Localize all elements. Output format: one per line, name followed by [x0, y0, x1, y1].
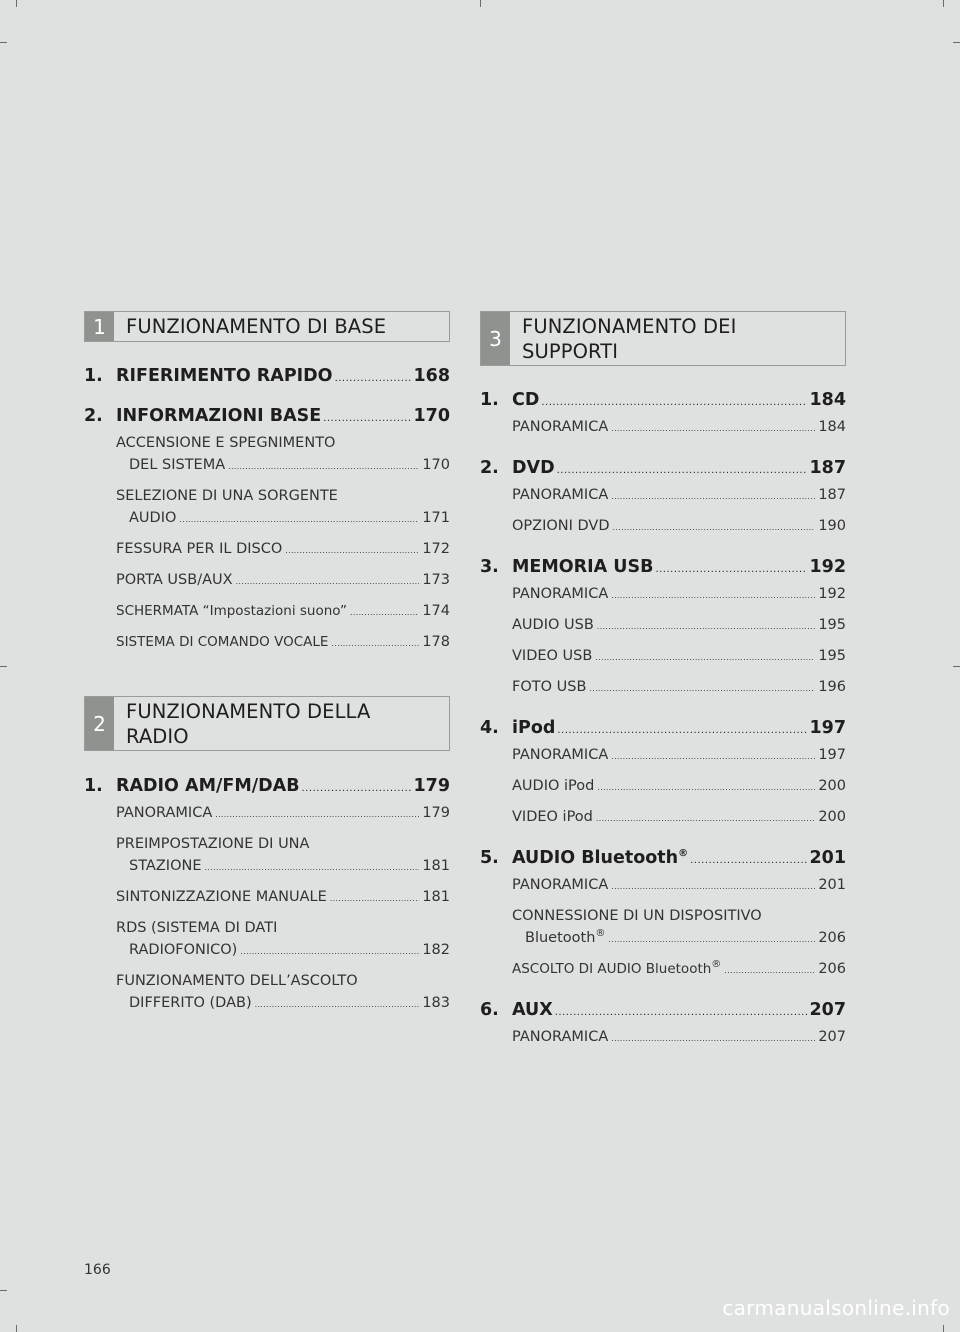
- entry-page: 192: [809, 557, 846, 577]
- subentry-page: 207: [818, 1029, 846, 1045]
- section-number: 1: [85, 312, 114, 341]
- crop-mark: [0, 42, 7, 43]
- section-title: [114, 697, 382, 750]
- sub-list: [512, 484, 846, 539]
- leader-dots: [611, 418, 815, 440]
- leader-dots: [597, 616, 816, 638]
- subentry-label-line1: FUNZIONAMENTO DELL’ASCOLTO: [116, 973, 358, 989]
- sub-list: [512, 583, 846, 700]
- subentry-page: 206: [818, 930, 846, 946]
- section-number: 3: [481, 312, 510, 365]
- leader-dots: [557, 465, 808, 476]
- entry-number: 2.: [84, 406, 103, 426]
- subentry-page: 196: [818, 679, 846, 695]
- leader-dots: [228, 456, 419, 478]
- leader-dots: [611, 585, 815, 607]
- subentry-label: PORTA USB/AUX: [116, 572, 233, 588]
- subentry-page: 171: [422, 510, 450, 526]
- subentry-label-line1: RDS (SISTEMA DI DATI: [116, 920, 278, 936]
- crop-mark: [953, 42, 960, 43]
- subentry-label: Bluetooth: [525, 930, 596, 946]
- subentry-label: VIDEO USB: [512, 648, 593, 664]
- entry-number: 4.: [480, 718, 499, 738]
- subentry-label: PANORAMICA: [116, 805, 213, 821]
- entry-label: iPod: [512, 718, 556, 738]
- subentry-label: FESSURA PER IL DISCO: [116, 541, 283, 557]
- subentry-label: DIFFERITO (DAB): [129, 995, 252, 1011]
- entry-page: 184: [809, 390, 846, 410]
- toc-entry[interactable]: [84, 366, 450, 386]
- entry-page: 187: [809, 458, 846, 478]
- subentry-page: 184: [818, 419, 846, 435]
- subentry-label: VIDEO iPod: [512, 809, 593, 825]
- leader-dots: [240, 941, 419, 963]
- toc-subentry[interactable]: [116, 538, 450, 562]
- leader-dots: [611, 486, 815, 508]
- toc-entry[interactable]: [480, 718, 846, 738]
- leader-dots: [595, 647, 815, 669]
- crop-mark: [0, 1290, 7, 1291]
- section-number: 2: [85, 697, 114, 750]
- subentry-page: 197: [818, 747, 846, 763]
- leader-dots: [597, 777, 815, 799]
- entry-label: MEMORIA USB: [512, 557, 654, 577]
- subentry-label: PANORAMICA: [512, 419, 609, 435]
- entry-number: 5.: [480, 848, 499, 868]
- toc-subentry[interactable]: [116, 432, 450, 478]
- toc-subentry[interactable]: [512, 583, 846, 607]
- leader-dots: [331, 633, 419, 655]
- sub-list: [512, 874, 846, 982]
- toc-subentry[interactable]: [512, 1026, 846, 1050]
- leader-dots: [608, 929, 815, 951]
- toc-entry[interactable]: [84, 406, 450, 426]
- toc-subentry[interactable]: [512, 416, 846, 440]
- registered-mark: ®: [595, 928, 606, 940]
- leader-dots: [655, 564, 807, 575]
- leader-dots: [285, 540, 419, 562]
- entry-label: AUDIO Bluetooth: [512, 848, 679, 868]
- toc-subentry[interactable]: [116, 802, 450, 826]
- subentry-page: 200: [818, 809, 846, 825]
- toc-subentry[interactable]: [512, 958, 846, 982]
- toc-subentry[interactable]: [116, 886, 450, 910]
- toc-subentry[interactable]: [116, 600, 450, 624]
- subentry-page: 173: [422, 572, 450, 588]
- subentry-page: 195: [818, 648, 846, 664]
- entry-page: 201: [809, 848, 846, 868]
- subentry-page: 170: [422, 457, 450, 473]
- subentry-label: PANORAMICA: [512, 586, 609, 602]
- sub-list: [116, 802, 450, 1016]
- subentry-page: 182: [422, 942, 450, 958]
- subentry-label: RADIOFONICO): [129, 942, 238, 958]
- subentry-label: ASCOLTO DI AUDIO Bluetooth: [512, 961, 712, 977]
- section-header-2: [84, 696, 450, 751]
- toc-subentry[interactable]: [512, 806, 846, 830]
- subentry-label-line1: CONNESSIONE DI UN DISPOSITIVO: [512, 908, 762, 924]
- entry-page: 197: [809, 718, 846, 738]
- page-number: 166: [84, 1262, 111, 1278]
- section-title-line1: FUNZIONAMENTO DELLA: [126, 699, 371, 723]
- entry-label: CD: [512, 390, 540, 410]
- subentry-label: FOTO USB: [512, 679, 587, 695]
- toc-subentry[interactable]: [512, 484, 846, 508]
- subentry-page: 181: [422, 858, 450, 874]
- registered-mark: ®: [678, 848, 689, 860]
- leader-dots: [236, 571, 420, 593]
- leader-dots: [596, 808, 815, 830]
- entry-label: RIFERIMENTO RAPIDO: [116, 366, 333, 386]
- sub-list: [512, 416, 846, 440]
- leader-dots: [541, 397, 807, 408]
- leader-dots: [589, 678, 815, 700]
- entry-label: AUX: [512, 1000, 553, 1020]
- subentry-label-line1: SELEZIONE DI UNA SORGENTE: [116, 488, 338, 504]
- entry-number: 2.: [480, 458, 499, 478]
- toc-subentry[interactable]: [512, 874, 846, 898]
- subentry-label: AUDIO USB: [512, 617, 594, 633]
- entry-number: 1.: [84, 366, 103, 386]
- toc-subentry[interactable]: [512, 515, 846, 539]
- subentry-page: 178: [422, 634, 450, 650]
- entry-label: DVD: [512, 458, 555, 478]
- toc-subentry[interactable]: [116, 631, 450, 655]
- subentry-label: PANORAMICA: [512, 1029, 609, 1045]
- entry-page: 179: [413, 776, 450, 796]
- subentry-page: 187: [818, 487, 846, 503]
- leader-dots: [215, 804, 419, 826]
- leader-dots: [330, 888, 420, 910]
- toc-subentry[interactable]: [512, 905, 846, 951]
- entry-page: 168: [413, 366, 450, 386]
- sub-list: [116, 432, 450, 655]
- leader-dots: [613, 517, 816, 539]
- subentry-page: 200: [818, 778, 846, 794]
- leader-dots: [335, 373, 412, 384]
- crop-mark: [953, 666, 960, 667]
- subentry-page: 190: [818, 518, 846, 534]
- toc-subentry[interactable]: [116, 485, 450, 531]
- entry-label: INFORMAZIONI BASE: [116, 406, 322, 426]
- leader-dots: [555, 1007, 808, 1018]
- toc-entry[interactable]: [480, 458, 846, 478]
- section-title-line2: RADIO: [126, 724, 189, 748]
- entry-number: 6.: [480, 1000, 499, 1020]
- subentry-page: 174: [422, 603, 450, 619]
- toc-subentry[interactable]: [512, 775, 846, 799]
- crop-mark: [480, 0, 481, 7]
- leader-dots: [611, 746, 815, 768]
- toc-subentry[interactable]: [116, 917, 450, 963]
- crop-mark: [0, 666, 7, 667]
- section-header-1: [84, 311, 450, 342]
- section-title: [510, 312, 748, 365]
- toc-subentry[interactable]: [512, 645, 846, 669]
- leader-dots: [179, 509, 419, 531]
- toc-entry[interactable]: [480, 848, 846, 868]
- subentry-page: 179: [422, 805, 450, 821]
- leader-dots: [690, 855, 807, 866]
- subentry-label: DEL SISTEMA: [129, 457, 226, 473]
- leader-dots: [255, 994, 420, 1016]
- subentry-page: 172: [422, 541, 450, 557]
- subentry-label-line1: ACCENSIONE E SPEGNIMENTO: [116, 435, 336, 451]
- subentry-label: AUDIO: [129, 510, 177, 526]
- leader-dots: [323, 413, 411, 424]
- toc-subentry[interactable]: [512, 614, 846, 638]
- leader-dots: [350, 602, 419, 624]
- toc-subentry[interactable]: [512, 676, 846, 700]
- toc-entry[interactable]: [480, 557, 846, 577]
- registered-mark: ®: [711, 959, 722, 971]
- subentry-page: 181: [422, 889, 450, 905]
- subentry-page: 195: [818, 617, 846, 633]
- watermark: carmanualsonline.info: [722, 1296, 950, 1320]
- left-column: [84, 311, 450, 1016]
- crop-mark: [943, 1325, 944, 1332]
- subentry-page: 201: [818, 877, 846, 893]
- subentry-label: SISTEMA DI COMANDO VOCALE: [116, 634, 329, 650]
- subentry-label: OPZIONI DVD: [512, 518, 610, 534]
- entry-number: 1.: [84, 776, 103, 796]
- toc-subentry[interactable]: [116, 970, 450, 1016]
- sub-list: [512, 1026, 846, 1050]
- entry-number: 1.: [480, 390, 499, 410]
- sub-list: [512, 744, 846, 830]
- leader-dots: [724, 960, 815, 982]
- leader-dots: [557, 725, 807, 736]
- section-title-line2: SUPPORTI: [522, 339, 619, 363]
- entry-page: 207: [809, 1000, 846, 1020]
- section-title: FUNZIONAMENTO DI BASE: [126, 315, 387, 338]
- toc-subentry[interactable]: [116, 833, 450, 879]
- subentry-label: PANORAMICA: [512, 877, 609, 893]
- right-column: [480, 311, 846, 1050]
- crop-mark: [16, 1325, 17, 1332]
- entry-label: RADIO AM/FM/DAB: [116, 776, 300, 796]
- subentry-label: PANORAMICA: [512, 487, 609, 503]
- toc-subentry[interactable]: [512, 744, 846, 768]
- toc-subentry[interactable]: [116, 569, 450, 593]
- subentry-label: SCHERMATA “Impostazioni suono”: [116, 603, 348, 619]
- subentry-page: 183: [422, 995, 450, 1011]
- crop-mark: [943, 0, 944, 7]
- subentry-label: SINTONIZZAZIONE MANUALE: [116, 889, 327, 905]
- subentry-label: AUDIO iPod: [512, 778, 595, 794]
- leader-dots: [205, 857, 420, 879]
- toc-entry[interactable]: [84, 776, 450, 796]
- subentry-page: 192: [818, 586, 846, 602]
- leader-dots: [611, 876, 815, 898]
- section-header-3: [480, 311, 846, 366]
- entry-page: 170: [413, 406, 450, 426]
- leader-dots: [302, 783, 412, 794]
- toc-entry[interactable]: [480, 1000, 846, 1020]
- section-title-line1: FUNZIONAMENTO DEI: [522, 314, 737, 338]
- entry-number: 3.: [480, 557, 499, 577]
- leader-dots: [611, 1028, 815, 1050]
- subentry-label: PANORAMICA: [512, 747, 609, 763]
- subentry-page: 206: [818, 961, 846, 977]
- toc-entry[interactable]: [480, 390, 846, 410]
- crop-mark: [16, 0, 17, 7]
- subentry-label: STAZIONE: [129, 858, 202, 874]
- subentry-label-line1: PREIMPOSTAZIONE DI UNA: [116, 836, 310, 852]
